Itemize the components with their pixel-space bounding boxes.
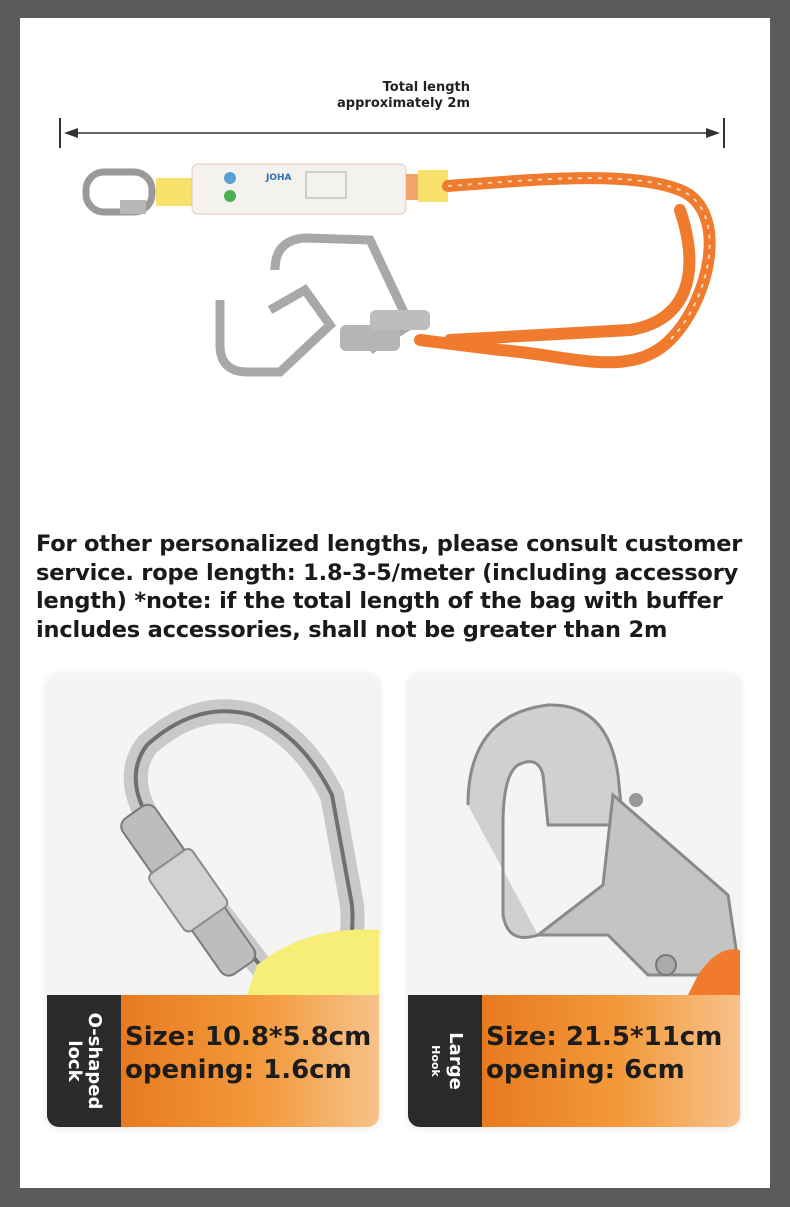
large-hook-icon <box>220 238 410 372</box>
large-hook-spec <box>482 995 740 1127</box>
o-shaped-lock-tag <box>47 995 121 1127</box>
carabiner-icon <box>86 172 152 214</box>
length-arrow <box>58 118 726 148</box>
total-length-label <box>332 80 470 112</box>
large-hook-card <box>408 675 740 1127</box>
length-label-line2: approximately 2m <box>337 96 470 111</box>
o-shaped-lock-card <box>47 675 379 1127</box>
tag-line1: O-shaped <box>84 1012 105 1110</box>
opening-text: opening: 1.6cm <box>125 1055 352 1085</box>
tag-line2: Hook <box>429 1045 442 1077</box>
size-text: Size: 10.8*5.8cm <box>125 1022 372 1052</box>
brand-text: JOHA <box>266 173 292 183</box>
size-text: Size: 21.5*11cm <box>486 1022 723 1052</box>
lanyard-product-image <box>70 150 750 400</box>
o-shaped-lock-info <box>47 995 379 1127</box>
large-hook-tag <box>408 995 482 1127</box>
length-note: For other personalized lengths, please consult customer service. rope length: 1.8-3-5/meter (including accessory length) *note: if the total length of the bag with buffer includes accessories, shall not be greater than 2m <box>36 531 743 643</box>
tag-line2: lock <box>64 1040 85 1082</box>
buffer-bag <box>192 164 406 214</box>
length-label-line1: Total length <box>382 80 470 95</box>
o-shaped-lock-spec <box>121 995 379 1127</box>
rope <box>420 178 710 362</box>
tag-line1: Large <box>445 1032 466 1090</box>
large-hook-info <box>408 995 740 1127</box>
opening-text: opening: 6cm <box>486 1055 685 1085</box>
